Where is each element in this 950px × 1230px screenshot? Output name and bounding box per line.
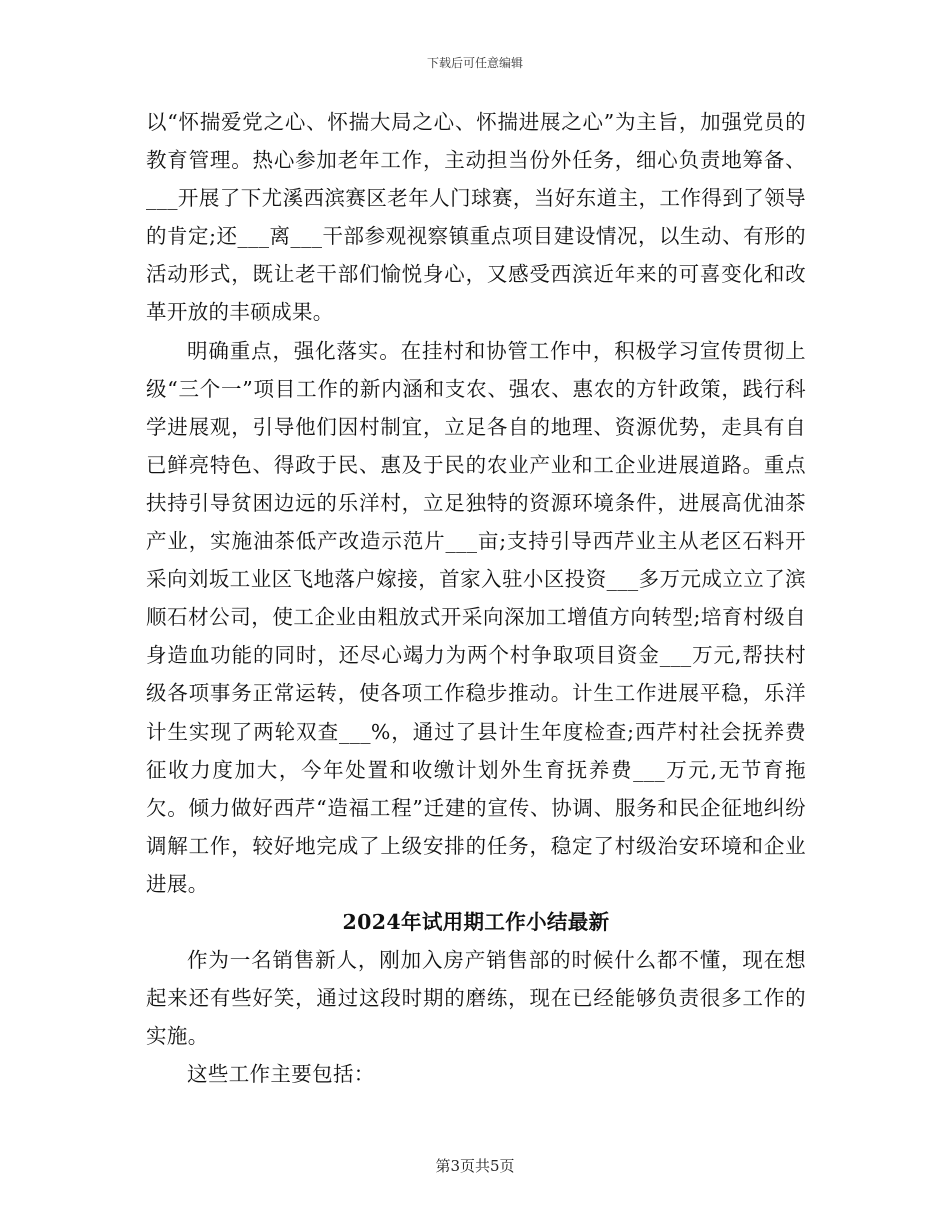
section-title: 2024年试用期工作小结最新 bbox=[342, 909, 610, 934]
paragraph-work-list-lead: 这些工作主要包括： bbox=[187, 1062, 375, 1087]
paragraph-sales-intro: 作为一名销售新人，刚加入房产销售部的时候什么都不懂，现在想起来还有些好笑，通过这段时期的磨练，现在已经能够负责很多工作的实施。 bbox=[146, 948, 806, 1049]
page-header: 下载后可任意编辑 bbox=[426, 56, 523, 70]
document-body bbox=[146, 103, 806, 1093]
paragraph-party-education: 以“怀揣爱党之心、怀揣大局之心、怀揣进展之心”为主旨，加强党员的教育管理。热心参加老年工作，主动担当份外任务，细心负责地筹备、___开展了下尤溪西滨赛区老年人门球赛，当好东道主，工作得到了领导的肯定;还___离___干部参观视察镇重点项目建设情况，以生动、有形的活动形式，既让老干部们愉悦身心，又感受西滨近年来的可喜变化和改革开放的丰硕成果。 bbox=[146, 110, 806, 325]
paragraph-village-work: 明确重点，强化落实。在挂村和协管工作中，积极学习宣传贯彻上级“三个一”项目工作的新内涵和支农、强农、惠农的方针政策，践行科学进展观，引导他们因村制宜，立足各自的地理、资源优势，走具有自已鲜亮特色、得政于民、惠及于民的农业产业和工企业进展道路。重点扶持引导贫困边远的乐洋村，立足独特的资源环境条件，进展高优油茶产业，实施油茶低产改造示范片___亩;支持引导西芹业主从老区石料开采向刘坂工业区飞地落户嫁接，首家入驻小区投资___多万元成立立了滨顺石材公司，使工企业由粗放式开采向深加工增值方向转型;培育村级自身造血功能的同时，还尽心竭力为两个村争取项目资金___万元,帮扶村级各项事务正常运转，使各项工作稳步推动。计生工作进展平稳，乐洋计生实现了两轮双查___%，通过了县计生年度检查;西芹村社会抚养费征收力度加大，今年处置和收缴计划外生育抚养费___万元,无节育拖欠。倾力做好西芹“造福工程”迁建的宣传、协调、服务和民企征地纠纷调解工作，较好地完成了上级安排的任务，稳定了村级治安环境和企业进展。 bbox=[146, 338, 806, 896]
page-footer: 第3页共5页 bbox=[435, 1157, 515, 1175]
